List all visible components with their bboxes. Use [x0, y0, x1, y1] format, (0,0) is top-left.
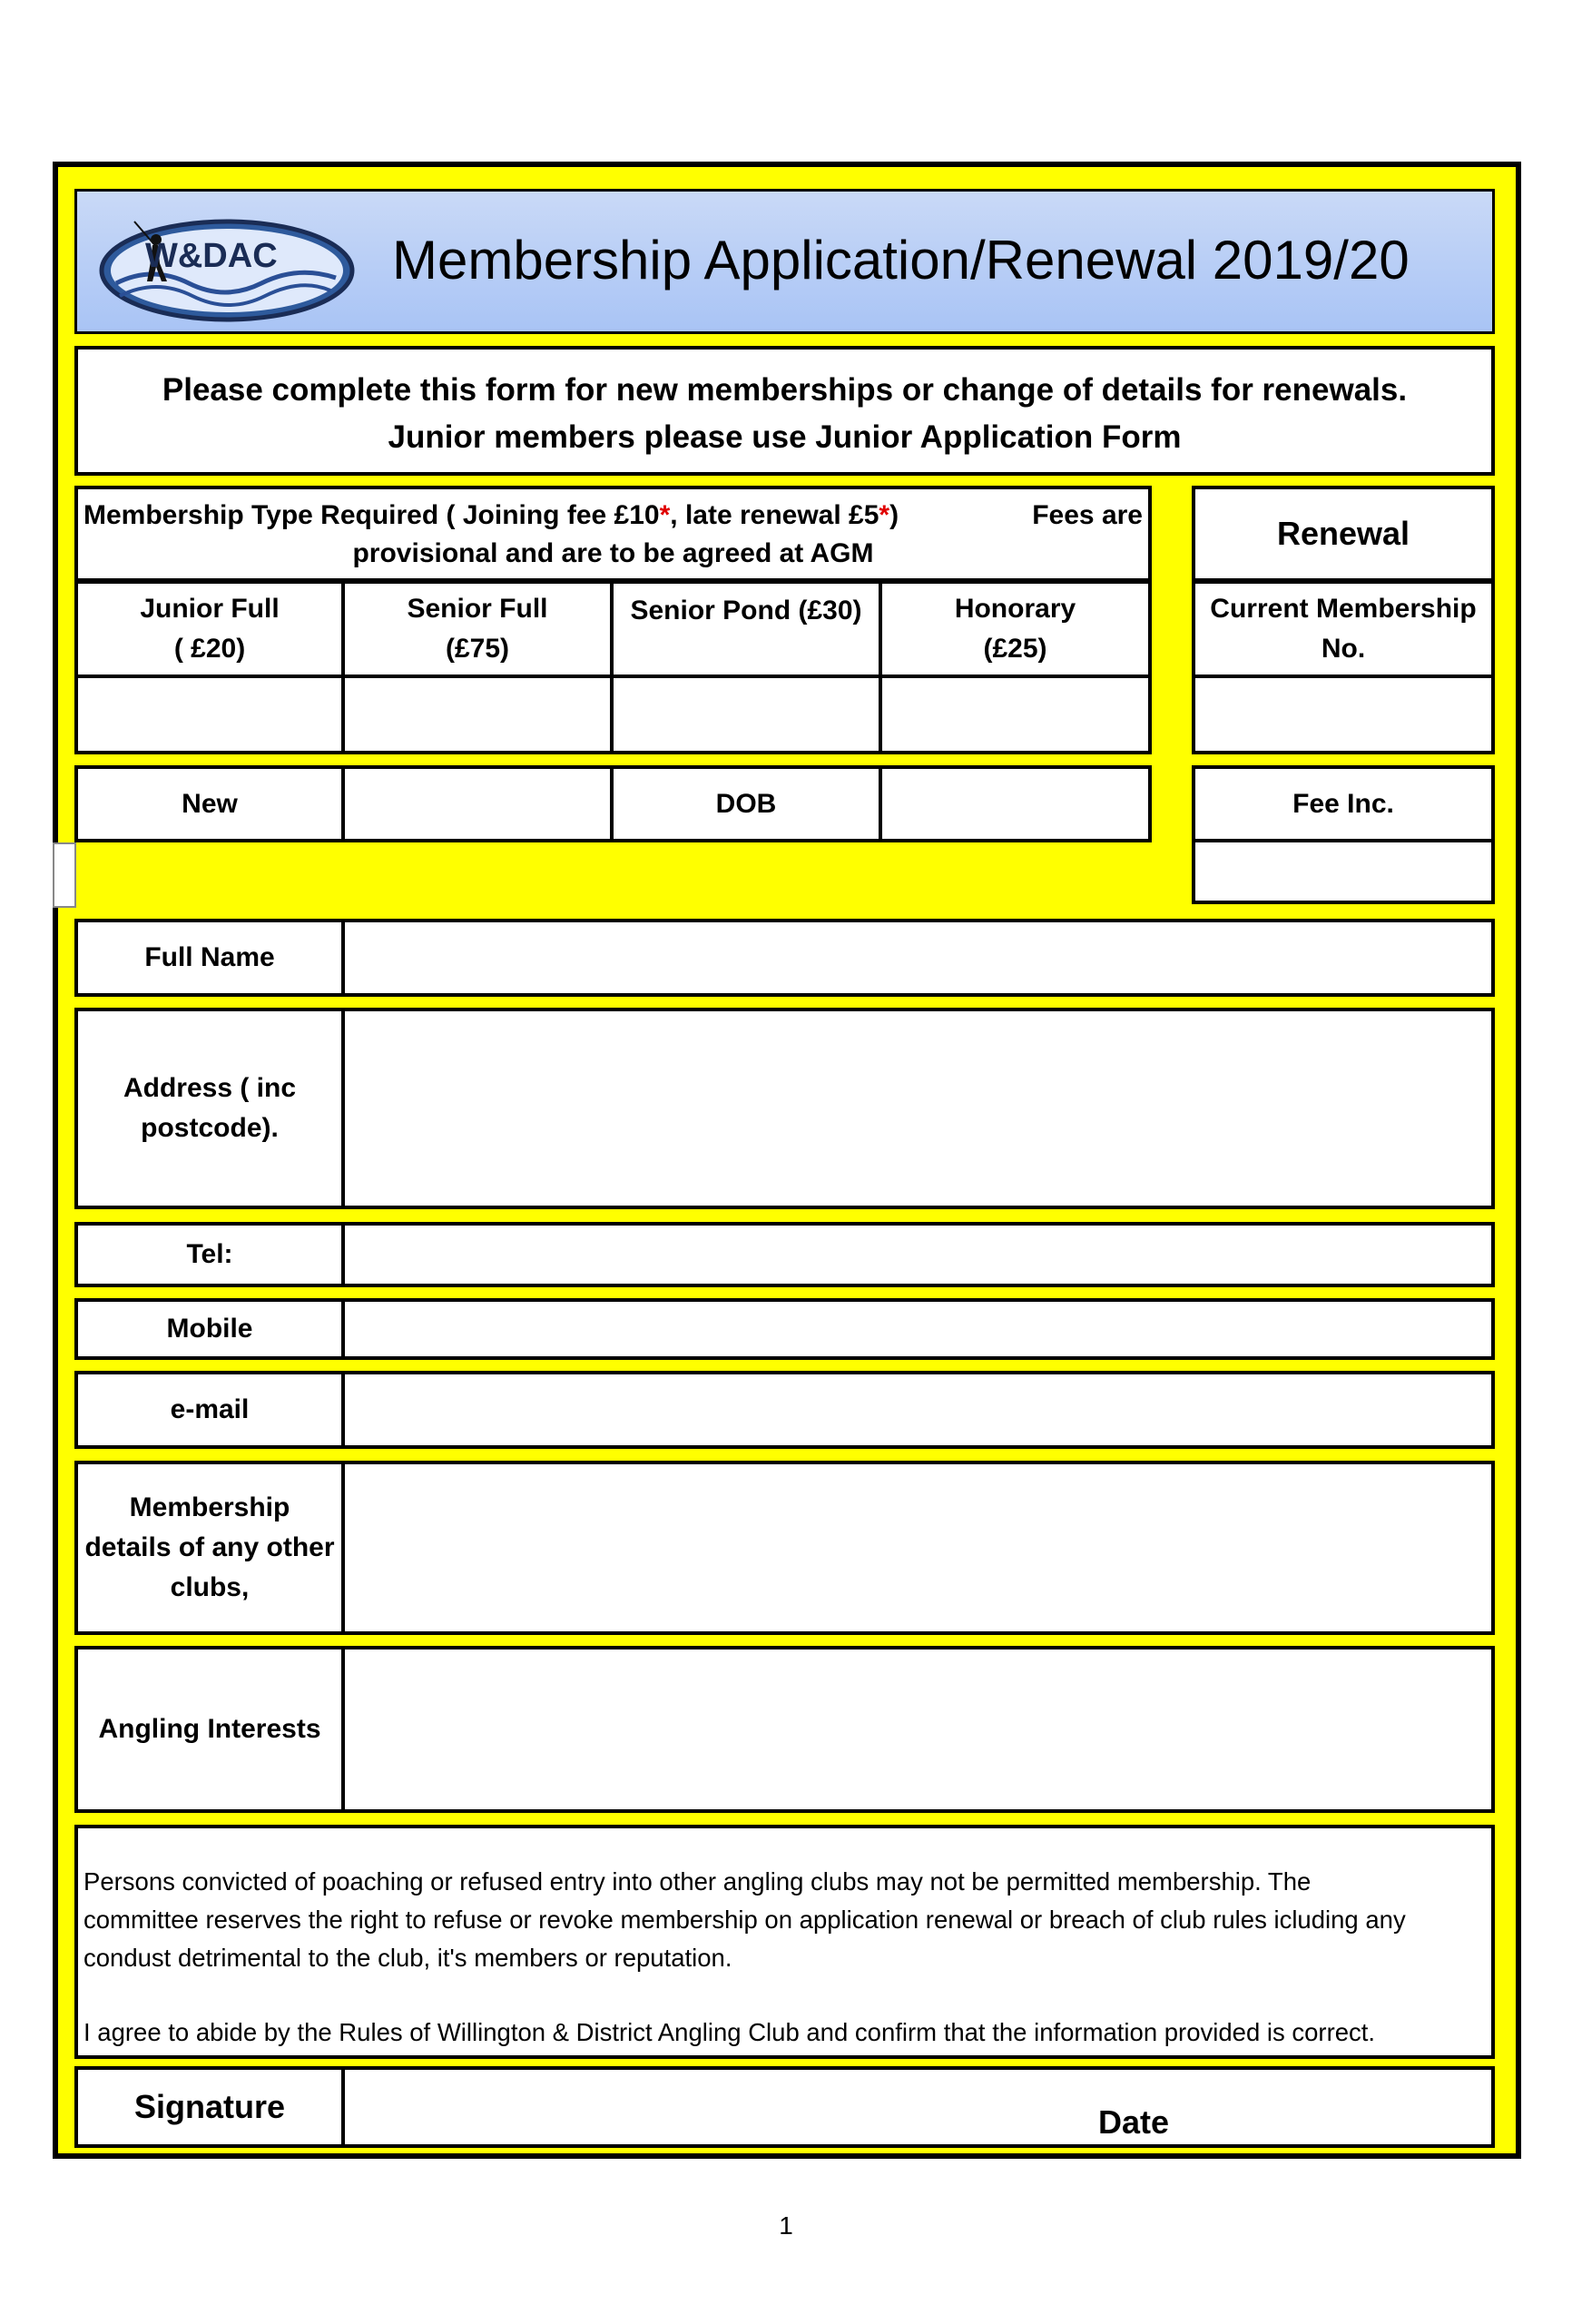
honorary-input[interactable]: [879, 675, 1152, 754]
signature-input[interactable]: [341, 2066, 1495, 2148]
option-honorary: [879, 580, 1152, 678]
option-senior-pond: [610, 580, 882, 678]
option-price: (£25): [983, 634, 1047, 664]
current-membership-no: No.: [1321, 634, 1366, 664]
option-label: Junior Full: [140, 594, 280, 624]
notice-line: condust detrimental to the club, it's members or reputation.: [84, 1944, 732, 1972]
mobile-input[interactable]: [341, 1298, 1495, 1360]
notice-line: Persons convicted of poaching or refused entry into other angling clubs may not be permitted membership. The: [84, 1867, 1312, 1896]
renewal-title: Renewal: [1192, 486, 1495, 582]
option-junior-full: [74, 580, 345, 678]
option-label: Senior Full: [407, 594, 548, 624]
address-label: [74, 1008, 345, 1209]
other-clubs-label-line: Membership: [129, 1492, 290, 1522]
membership-type-text: Membership Type Required ( Joining fee £10*, late renewal £5*): [84, 500, 899, 530]
email-label: e-mail: [74, 1371, 345, 1449]
mobile-label: Mobile: [74, 1298, 345, 1360]
angling-interests-label: Angling Interests: [74, 1646, 345, 1813]
senior-pond-input[interactable]: [610, 675, 882, 754]
option-label: Senior Pond (£30): [630, 596, 862, 625]
option-price: (£75): [445, 634, 510, 664]
page-title: Membership Application/Renewal 2019/20: [392, 230, 1410, 290]
junior-full-input[interactable]: [74, 675, 345, 754]
page-number: 1: [779, 2211, 793, 2240]
intro-box: [74, 346, 1495, 476]
current-membership-text: Current Membership: [1210, 594, 1477, 624]
fees-provisional-text: provisional and are to be agreed at AGM: [352, 538, 874, 568]
notice-line: committee reserves the right to refuse or revoke membership on application renewal or breach of club rules icluding any: [84, 1905, 1406, 1934]
other-clubs-label-line: details of any other: [84, 1532, 335, 1562]
address-label-line: postcode).: [141, 1113, 279, 1143]
intro-line-1: Please complete this form for new memberships or change of details for renewals.: [162, 372, 1408, 408]
agreement-line: I agree to abide by the Rules of Willington & District Angling Club and confirm that the information provided is correct.: [84, 2018, 1376, 2046]
left-edge-tab: [53, 842, 76, 908]
tel-label: Tel:: [74, 1222, 345, 1287]
angling-interests-input[interactable]: [341, 1646, 1495, 1813]
date-label: Date: [1098, 2103, 1170, 2141]
option-senior-full: [341, 580, 614, 678]
other-clubs-input[interactable]: [341, 1461, 1495, 1635]
option-price: ( £20): [173, 634, 246, 664]
new-input[interactable]: [341, 765, 614, 842]
fee-inc-input[interactable]: [1192, 839, 1495, 904]
full-name-input[interactable]: [341, 919, 1495, 997]
address-label-line: Address ( inc: [123, 1073, 297, 1103]
logo-text: W&DAC: [145, 237, 278, 275]
intro-line-2: Junior members please use Junior Application Form: [388, 419, 1182, 455]
dob-input[interactable]: [879, 765, 1152, 842]
dob-label: DOB: [610, 765, 882, 842]
current-membership-label: [1192, 580, 1495, 678]
signature-label: Signature: [74, 2066, 345, 2148]
tel-input[interactable]: [341, 1222, 1495, 1287]
senior-full-input[interactable]: [341, 675, 614, 754]
option-label: Honorary: [954, 594, 1076, 624]
address-input[interactable]: [341, 1008, 1495, 1209]
new-label: New: [74, 765, 345, 842]
terms-notice: [74, 1825, 1495, 2059]
fees-are-text: Fees are: [1032, 500, 1143, 530]
email-input[interactable]: [341, 1371, 1495, 1449]
other-clubs-label-line: clubs,: [170, 1572, 250, 1602]
membership-type-header: [74, 486, 1152, 582]
fee-inc-label: Fee Inc.: [1192, 765, 1495, 842]
current-membership-input[interactable]: [1192, 675, 1495, 754]
full-name-label: Full Name: [74, 919, 345, 997]
other-clubs-label: [74, 1461, 345, 1635]
